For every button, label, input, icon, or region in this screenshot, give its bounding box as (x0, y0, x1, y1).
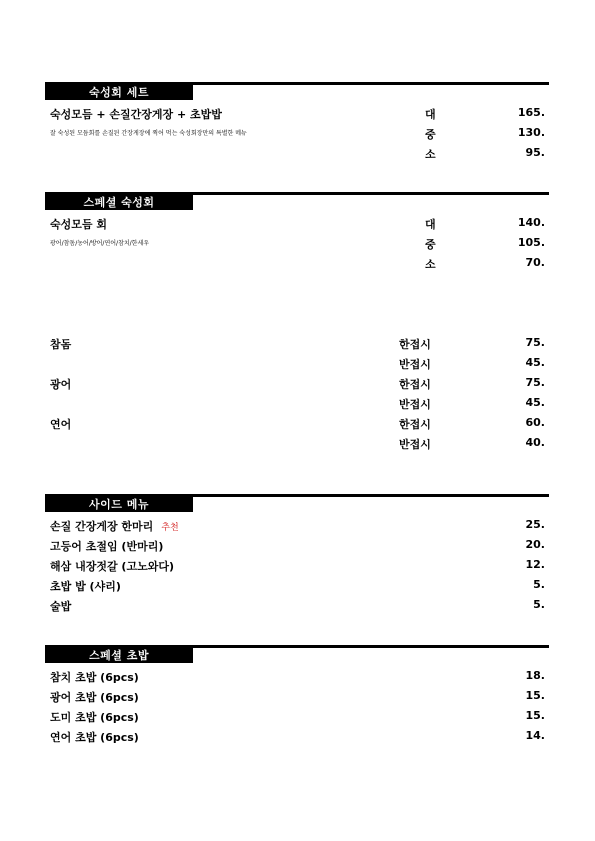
menu-item-row (45, 233, 549, 253)
portion-label: 반접시 (399, 358, 431, 371)
set-section-title: 숙성회 세트 (45, 85, 193, 100)
menu-item-row (45, 373, 549, 393)
menu-item-row (45, 333, 549, 353)
menu-item-name (50, 518, 179, 534)
fish-plate-section (45, 333, 549, 453)
menu-item-row (45, 253, 549, 273)
price: 45. (525, 396, 545, 409)
portion-label: 한접시 (399, 338, 431, 351)
menu-item-row (45, 686, 549, 706)
special-sashimi-section (45, 192, 549, 273)
side-section-title: 사이드 메뉴 (45, 497, 193, 512)
price: 5. (533, 578, 545, 591)
special-sushi-section (45, 645, 549, 746)
price: 140. (517, 216, 545, 229)
portion-label: 반접시 (399, 398, 431, 411)
price: 20. (525, 538, 545, 551)
menu-item-name: 참치 초밥 (6pcs) (50, 671, 139, 684)
menu-item-description: 잘 숙성된 모듬회를 손질된 간장게장에 찍어 먹는 숙성회장만의 특별한 메뉴 (50, 130, 247, 137)
price: 40. (525, 436, 545, 449)
menu-item-row (45, 575, 549, 595)
menu-item-row (45, 353, 549, 373)
menu-item-row (45, 726, 549, 746)
menu-item-row (45, 103, 549, 123)
menu-item-name: 해삼 내장젓갈 (고노와다) (50, 560, 174, 573)
menu-item-row (45, 706, 549, 726)
size-label: 중 (425, 238, 436, 251)
price: 14. (525, 729, 545, 742)
price: 60. (525, 416, 545, 429)
price: 165. (517, 106, 545, 119)
menu-item-name: 광어 초밥 (6pcs) (50, 691, 139, 704)
menu-item-row (45, 413, 549, 433)
menu-item-row (45, 666, 549, 686)
menu-item-row (45, 595, 549, 615)
menu-item-name: 도미 초밥 (6pcs) (50, 711, 139, 724)
price: 130. (517, 126, 545, 139)
size-label: 중 (425, 128, 436, 141)
menu-item-label: 손질 간장게장 한마리 (50, 520, 154, 533)
price: 15. (525, 709, 545, 722)
portion-label: 한접시 (399, 418, 431, 431)
menu-item-row (45, 555, 549, 575)
price: 45. (525, 356, 545, 369)
price: 70. (525, 256, 545, 269)
price: 105. (517, 236, 545, 249)
special-section-title: 스페셜 숙성회 (45, 195, 193, 210)
menu-item-name: 고등어 초절임 (반마리) (50, 540, 164, 553)
menu-item-name: 광어 (50, 378, 72, 391)
size-label: 소 (425, 148, 436, 161)
menu-item-description: 광어/참돔/농어/방어/연어/참치/한세우 (50, 240, 150, 247)
menu-item-row (45, 393, 549, 413)
portion-label: 한접시 (399, 378, 431, 391)
menu-item-row (45, 143, 549, 163)
size-label: 소 (425, 258, 436, 271)
recommend-badge: 추천 (161, 523, 179, 533)
menu-item-name: 참돔 (50, 338, 72, 351)
sushi-section-title: 스페셜 초밥 (45, 648, 193, 663)
set-section (45, 82, 549, 163)
menu-item-row (45, 213, 549, 233)
menu-item-row (45, 515, 549, 535)
portion-label: 반접시 (399, 438, 431, 451)
price: 75. (525, 336, 545, 349)
menu-item-name: 초밥 밥 (샤리) (50, 580, 121, 593)
menu-item-row (45, 433, 549, 453)
menu-item-name: 술밥 (50, 600, 72, 613)
size-label: 대 (425, 108, 436, 121)
price: 95. (525, 146, 545, 159)
menu-item-row (45, 535, 549, 555)
menu-item-name: 숙성모듬 회 (50, 218, 107, 231)
menu-item-name: 연어 (50, 418, 72, 431)
price: 12. (525, 558, 545, 571)
price: 15. (525, 689, 545, 702)
price: 75. (525, 376, 545, 389)
size-label: 대 (425, 218, 436, 231)
menu-item-name: 연어 초밥 (6pcs) (50, 731, 139, 744)
menu-item-row (45, 123, 549, 143)
price: 18. (525, 669, 545, 682)
side-menu-section (45, 494, 549, 615)
price: 5. (533, 598, 545, 611)
price: 25. (525, 518, 545, 531)
menu-item-name: 숙성모듬 + 손질간장게장 + 초밥밥 (50, 108, 222, 121)
